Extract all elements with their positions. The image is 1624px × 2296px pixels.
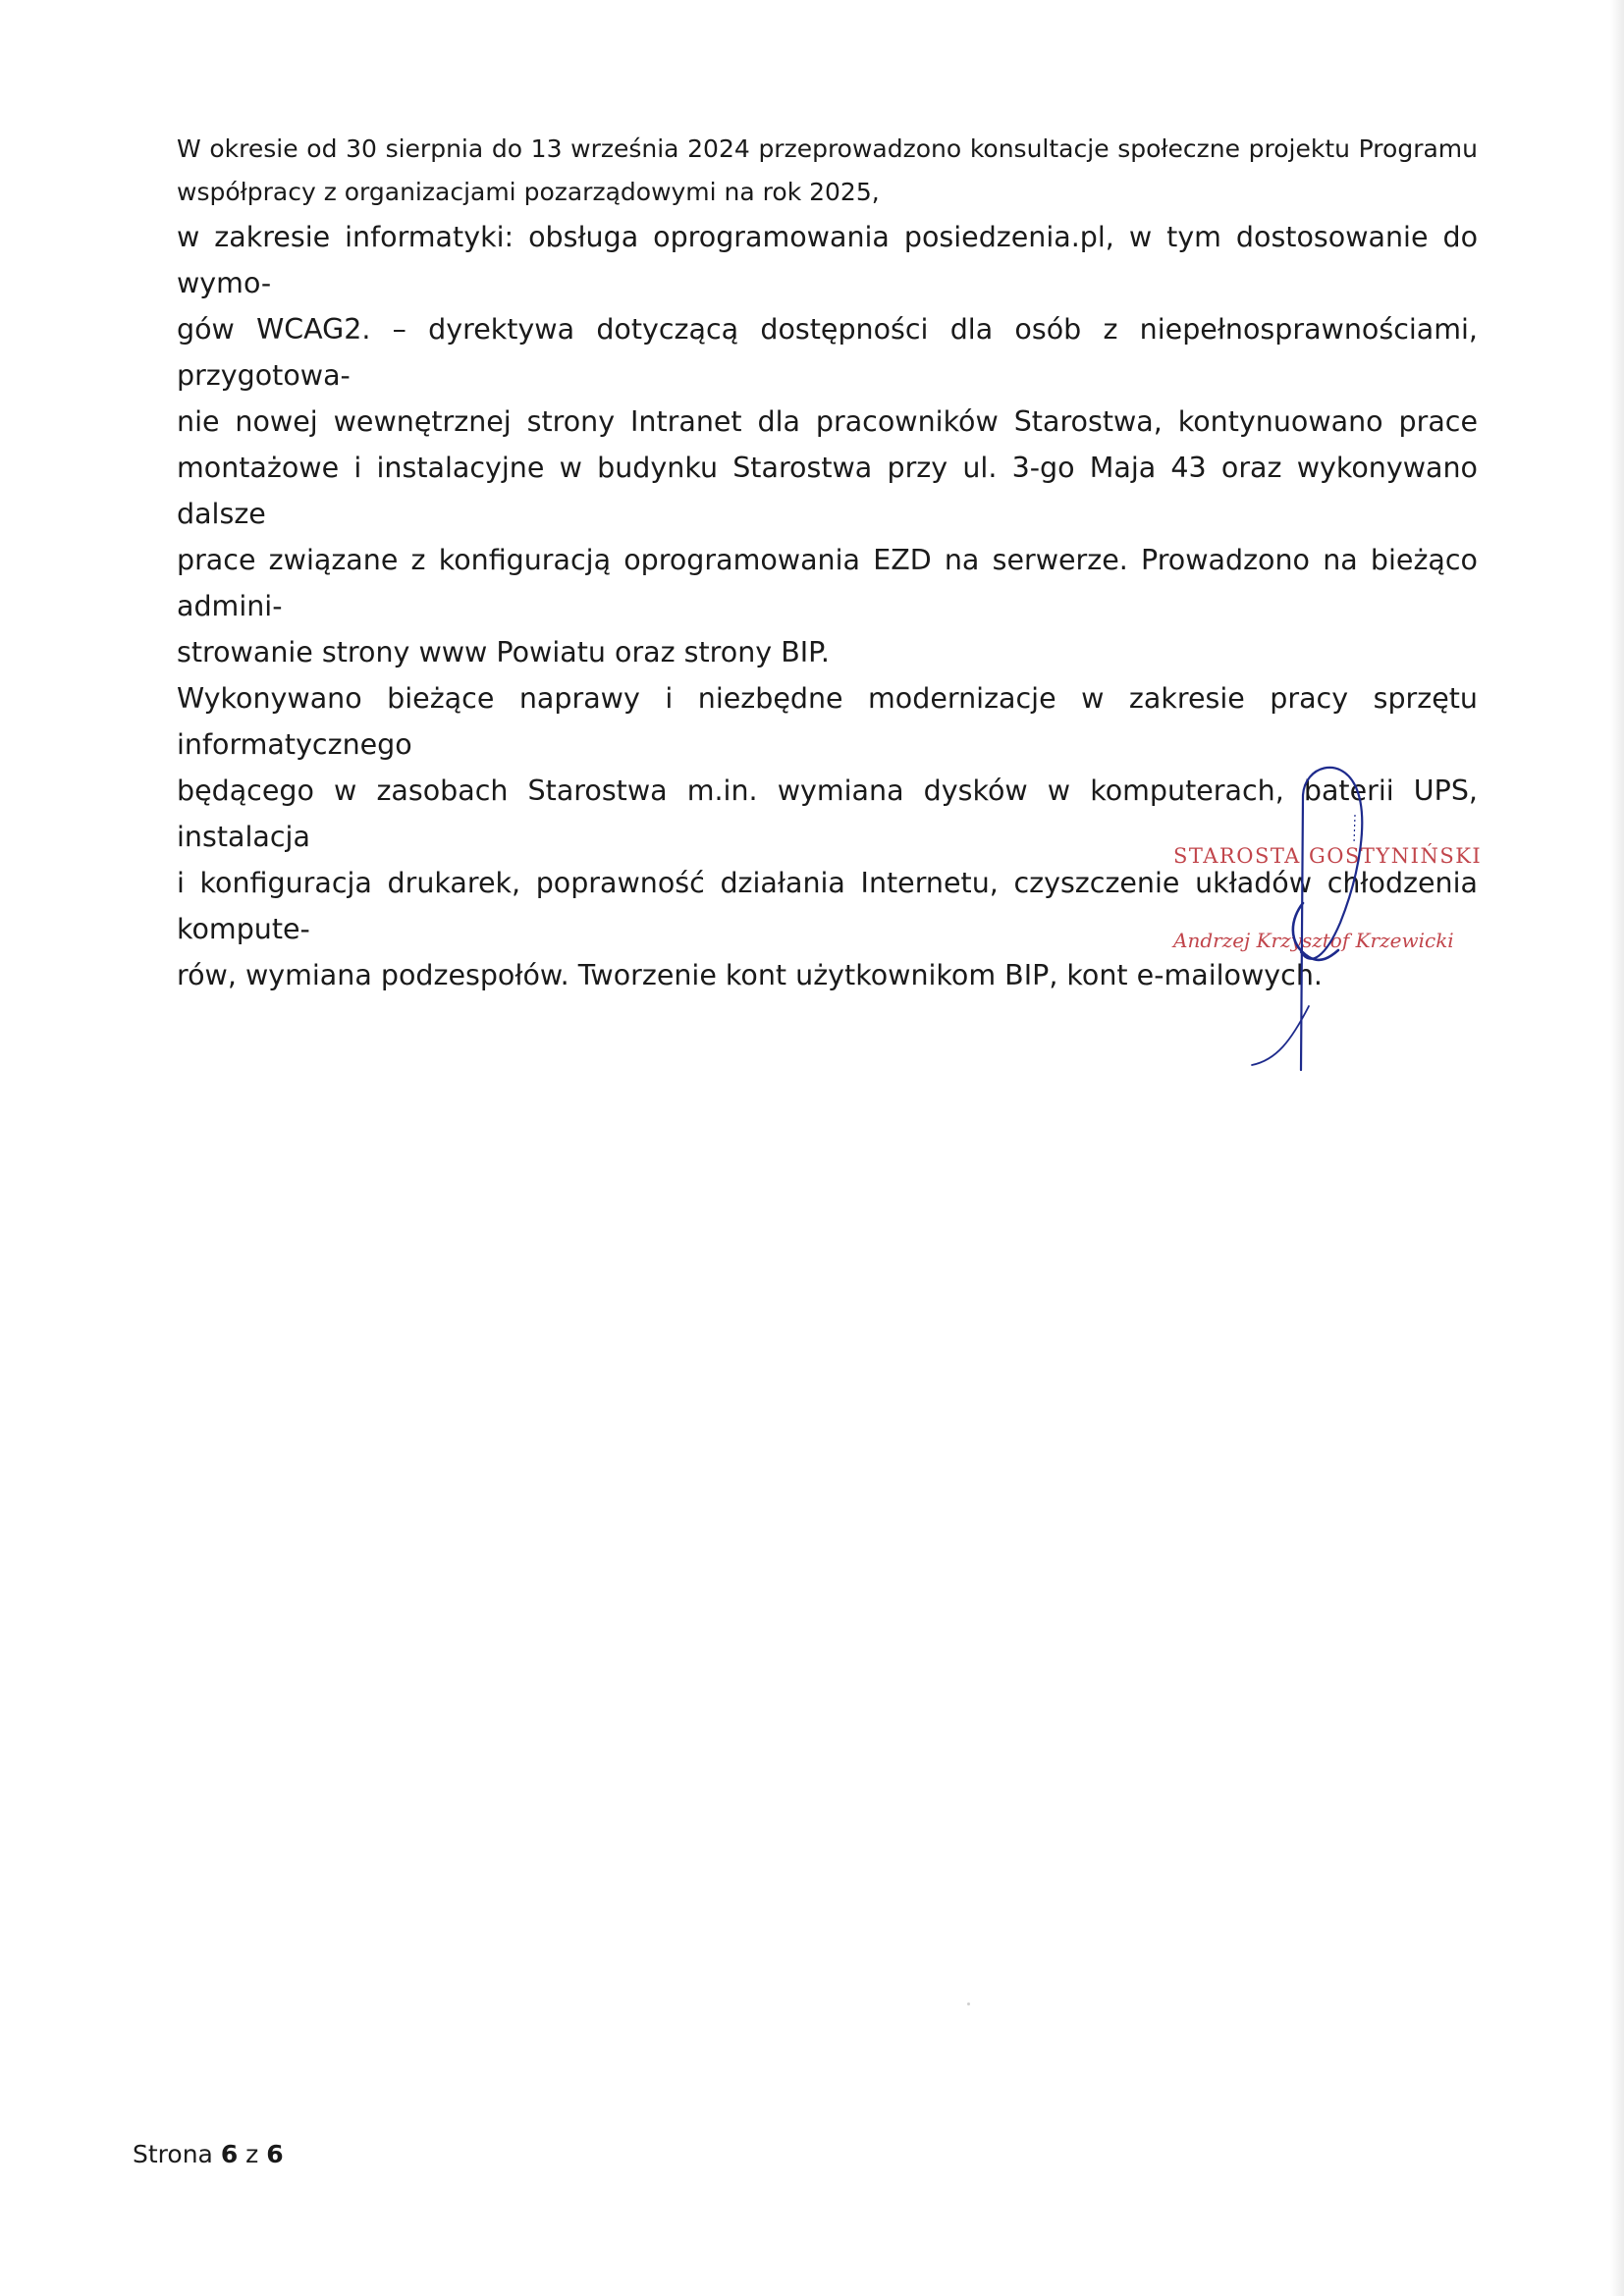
paragraph-line: nie nowej wewnętrznej strony Intranet dla pracowników Starostwa, kontynuowano prace bbox=[177, 405, 1478, 438]
stamp-name: Andrzej Krzysztof Krzewicki bbox=[1173, 929, 1454, 952]
paragraph-line: w zakresie informatyki: obsługa oprogramowania posiedzenia.pl, w tym dostosowanie do wymo- bbox=[177, 221, 1478, 299]
scan-speck bbox=[967, 2002, 970, 2005]
paragraph-line: Wykonywano bieżące naprawy i niezbędne modernizacje w zakresie pracy sprzętu informatycznego bbox=[177, 682, 1478, 761]
paragraph-line: strowanie strony www Powiatu oraz strony BIP. bbox=[177, 636, 830, 668]
paragraph-line: prace związane z konfiguracją oprogramowania EZD na serwerze. Prowadzono na bieżąco admini- bbox=[177, 544, 1478, 622]
handwritten-signature bbox=[1232, 756, 1380, 1080]
footer-prefix: Strona bbox=[133, 2140, 221, 2168]
paragraph-line: gów WCAG2. – dyrektywa dotyczącą dostępności dla osób z niepełnosprawnościami, przygotowa- bbox=[177, 313, 1478, 392]
paragraph-line: montażowe i instalacyjne w budynku Starostwa przy ul. 3-go Maja 43 oraz wykonywano dalsze bbox=[177, 452, 1478, 530]
stamp-title: STAROSTA GOSTYNIŃSKI bbox=[1173, 844, 1483, 868]
current-page-number: 6 bbox=[220, 2140, 239, 2168]
paragraph-line: współpracy z organizacjami pozarządowymi na rok 2025, bbox=[177, 178, 880, 206]
paragraph-line: będącego w zasobach Starostwa m.in. wymiana dysków w komputerach, baterii UPS, instalacja bbox=[177, 774, 1478, 853]
paragraph-line: i konfiguracja drukarek, poprawność działania Internetu, czyszczenie układów chłodzenia kompute- bbox=[177, 867, 1478, 945]
paragraph-line: rów, wymiana podzespołów. Tworzenie kont użytkownikom BIP, kont e-mailowych. bbox=[177, 959, 1323, 991]
footer-separator: z bbox=[238, 2140, 267, 2168]
total-page-number: 6 bbox=[266, 2140, 284, 2168]
paragraph-line: W okresie od 30 sierpnia do 13 września 2024 przeprowadzono konsultacje społeczne projektu Programu bbox=[177, 134, 1478, 163]
page-edge-shadow bbox=[1610, 0, 1624, 2296]
page-number-footer bbox=[133, 2140, 284, 2168]
